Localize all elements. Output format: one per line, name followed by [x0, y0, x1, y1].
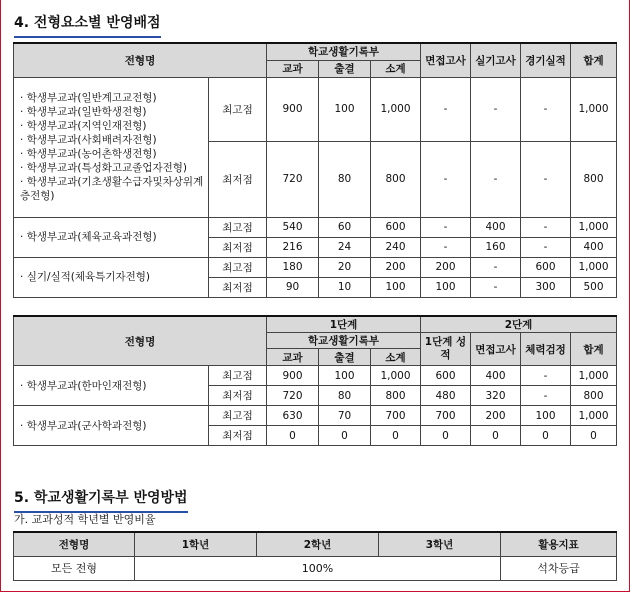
row-label: 최고점 [209, 77, 267, 141]
cell: 720 [267, 141, 319, 217]
cell: - [521, 217, 571, 237]
header-jeonhyeong: 전형명 [14, 532, 135, 556]
cell: 0 [521, 426, 571, 446]
header-stage1: 1단계 [267, 316, 421, 333]
section-5-title: 5. 학교생활기록부 반영방법 [14, 487, 188, 513]
cell: 200 [471, 406, 521, 426]
cell-ratio: 100% [135, 556, 501, 580]
header-jeonhyeong: 전형명 [14, 43, 267, 77]
cell: 0 [421, 426, 471, 446]
cell: 600 [521, 257, 571, 277]
list-item: · 학생부교과(일반학생전형) [20, 105, 208, 119]
header-chulgyeol: 출결 [319, 60, 371, 77]
admission-type-name: · 학생부교과(한마인재전형) [14, 366, 209, 406]
admission-type-label: 학생부교과(군사학과전형) [26, 419, 147, 432]
header-grade-3: 3학년 [379, 532, 501, 556]
section-4-title: 4. 전형요소별 반영배점 [14, 12, 161, 38]
row-label: 최저점 [209, 141, 267, 217]
admission-type-label: 실기/실적(체육특기자전형) [26, 271, 150, 283]
cell: 400 [571, 237, 617, 257]
list-item: · 학생부교과(특성화고교졸업자전형) [20, 161, 208, 175]
cell: 400 [471, 217, 521, 237]
row-label: 최고점 [209, 217, 267, 237]
cell: 630 [267, 406, 319, 426]
cell: - [521, 237, 571, 257]
cell: - [421, 141, 471, 217]
row-label: 최고점 [209, 257, 267, 277]
cell: 800 [371, 141, 421, 217]
cell: 900 [267, 77, 319, 141]
cell: 80 [319, 386, 371, 406]
header-jeonhyeong: 전형명 [14, 316, 267, 366]
cell: 200 [371, 257, 421, 277]
admission-type-list [14, 77, 209, 217]
cell: - [471, 257, 521, 277]
admission-type-name: · 학생부교과(체육교육과전형) [14, 217, 209, 257]
row-label: 최고점 [209, 406, 267, 426]
cell: - [521, 386, 571, 406]
cell: 100 [371, 277, 421, 297]
cell: 720 [267, 386, 319, 406]
cell: 800 [571, 141, 617, 217]
header-sogye: 소계 [371, 60, 421, 77]
header-stage1-score: 1단계 성적 [421, 333, 471, 366]
row-label: 최저점 [209, 426, 267, 446]
list-item: · 학생부교과(사회배려자전형) [20, 133, 208, 147]
cell: 20 [319, 257, 371, 277]
cell: 800 [371, 386, 421, 406]
cell: 700 [421, 406, 471, 426]
header-indicator: 활용지표 [501, 532, 617, 556]
cell: 0 [571, 426, 617, 446]
cell: 900 [267, 366, 319, 386]
score-table-1 [13, 42, 617, 298]
cell: 1,000 [571, 406, 617, 426]
cell: 10 [319, 277, 371, 297]
cell: 100 [319, 77, 371, 141]
cell: 1,000 [571, 217, 617, 237]
list-item: · 학생부교과(기초생활수급자및차상위계층전형) [20, 175, 208, 203]
cell: 160 [471, 237, 521, 257]
row-label: 최저점 [209, 237, 267, 257]
cell: - [471, 77, 521, 141]
cell: - [421, 237, 471, 257]
cell: 1,000 [371, 366, 421, 386]
cell: 0 [471, 426, 521, 446]
header-chulgyeol: 출결 [319, 349, 371, 366]
admission-type-label: 학생부교과(체육교육과전형) [26, 231, 157, 243]
header-fitness: 체력검정 [521, 333, 571, 366]
cell: - [471, 141, 521, 217]
cell: 600 [421, 366, 471, 386]
cell: 100 [421, 277, 471, 297]
cell: 800 [571, 386, 617, 406]
cell: 320 [471, 386, 521, 406]
row-label: 최고점 [209, 366, 267, 386]
cell-indicator: 석차등급 [501, 556, 617, 580]
cell: 100 [319, 366, 371, 386]
cell: 180 [267, 257, 319, 277]
header-interview: 면접고사 [421, 43, 471, 77]
score-table-2 [13, 315, 617, 446]
cell: 500 [571, 277, 617, 297]
header-total: 합계 [571, 43, 617, 77]
cell: - [521, 141, 571, 217]
cell: 480 [421, 386, 471, 406]
header-school-record: 학교생활기록부 [267, 43, 421, 60]
cell: 240 [371, 237, 421, 257]
cell: 216 [267, 237, 319, 257]
cell: 80 [319, 141, 371, 217]
header-grade-2: 2학년 [257, 532, 379, 556]
cell-jeonhyeong: 모든 전형 [14, 556, 135, 580]
cell: 300 [521, 277, 571, 297]
cell: - [421, 217, 471, 237]
header-stage2: 2단계 [421, 316, 617, 333]
list-item: · 학생부교과(농어촌학생전형) [20, 147, 208, 161]
row-label: 최저점 [209, 277, 267, 297]
header-competition: 경기실적 [521, 43, 571, 77]
cell: 540 [267, 217, 319, 237]
cell: 0 [267, 426, 319, 446]
admission-type-name: · 실기/실적(체육특기자전형) [14, 257, 209, 297]
cell: 200 [421, 257, 471, 277]
header-gyogwa: 교과 [267, 349, 319, 366]
cell: 70 [319, 406, 371, 426]
admission-type-name: · 학생부교과(군사학과전형) [14, 406, 209, 446]
header-gyogwa: 교과 [267, 60, 319, 77]
header-grade-1: 1학년 [135, 532, 257, 556]
header-total: 합계 [571, 333, 617, 366]
cell: 100 [521, 406, 571, 426]
cell: 1,000 [371, 77, 421, 141]
cell: - [421, 77, 471, 141]
cell: 1,000 [571, 366, 617, 386]
cell: 400 [471, 366, 521, 386]
header-interview: 면접고사 [471, 333, 521, 366]
header-school-record: 학교생활기록부 [267, 333, 421, 349]
header-sogye: 소계 [371, 349, 421, 366]
cell: - [521, 366, 571, 386]
cell: 1,000 [571, 257, 617, 277]
cell: 90 [267, 277, 319, 297]
cell: 600 [371, 217, 421, 237]
section-5-subtitle: 가. 교과성적 학년별 반영비율 [14, 513, 156, 526]
grade-ratio-table [13, 531, 617, 581]
header-practical: 실기고사 [471, 43, 521, 77]
cell: - [471, 277, 521, 297]
cell: 700 [371, 406, 421, 426]
cell: 1,000 [571, 77, 617, 141]
cell: 60 [319, 217, 371, 237]
admission-type-label: 학생부교과(한마인재전형) [26, 379, 147, 392]
cell: - [521, 77, 571, 141]
cell: 0 [371, 426, 421, 446]
list-item: · 학생부교과(지역인재전형) [20, 119, 208, 133]
row-label: 최저점 [209, 386, 267, 406]
list-item: · 학생부교과(일반계고교전형) [20, 91, 208, 105]
cell: 24 [319, 237, 371, 257]
cell: 0 [319, 426, 371, 446]
